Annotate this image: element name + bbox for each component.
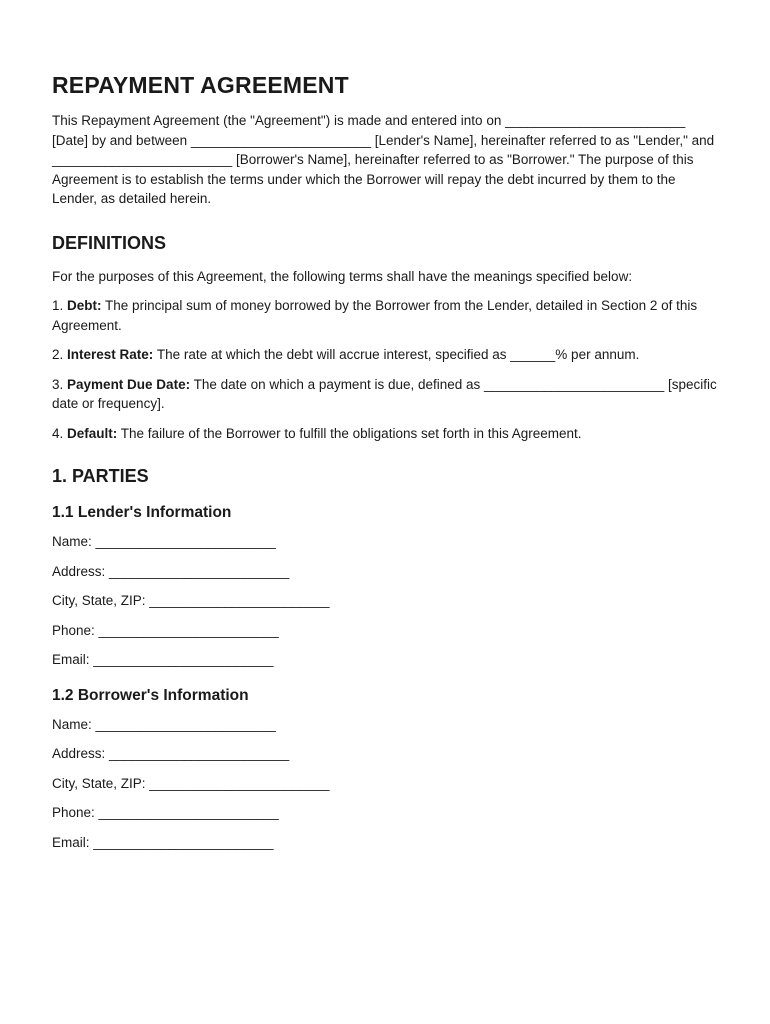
borrower-phone-field: Phone: ________________________ (52, 805, 279, 820)
definition-default (52, 424, 718, 444)
definitions-heading: DEFINITIONS (52, 232, 167, 253)
definition-text: The failure of the Borrower to fulfill the obligations set forth in this Agreement. (120, 425, 582, 441)
definition-term: Payment Due Date: (67, 376, 191, 392)
borrower-city-state-zip-field: City, State, ZIP: ________________________ (52, 775, 330, 791)
definition-text: The rate at which the debt will accrue interest, specified as ______% per annum. (156, 347, 640, 362)
definition-text: The principal sum of money borrowed by the Borrower from the Lender, detailed in Section 2 of this Agreement. (52, 298, 698, 333)
definition-number: 4. (52, 425, 64, 441)
definition-number: 2. (52, 347, 64, 362)
definition-term: Default: (67, 425, 118, 441)
definition-number: 3. (52, 376, 64, 392)
borrower-name-field: Name: ________________________ (52, 716, 276, 732)
document-title: REPAYMENT AGREEMENT (52, 72, 349, 98)
definition-debt (52, 296, 718, 335)
definition-payment-due-date (52, 375, 718, 414)
definitions-lead: For the purposes of this Agreement, the following terms shall have the meanings specified below: (52, 268, 633, 284)
lender-name-field: Name: ________________________ (52, 534, 276, 549)
borrower-info-heading: 1.2 Borrower's Information (52, 686, 249, 704)
definition-term: Interest Rate: (67, 347, 154, 362)
borrower-address-field: Address: ________________________ (52, 746, 290, 761)
definition-number: 1. (52, 298, 64, 313)
definition-term: Debt: (67, 298, 102, 313)
definition-text: The date on which a payment is due, defined as ________________________ [specific date or frequency]. (52, 376, 717, 411)
intro-paragraph: This Repayment Agreement (the "Agreement") is made and entered into on ________________________ [Date] by and between ________________________ [Lender's Name], hereinafter referred to as "Lender," and ________________________ [Borrower's Name], hereinafter referred to as "Borrower." The purpose of this Agreement is to establish the terms under which the Borrower will repay the debt incurred by them to the Lender, as detailed herein. (52, 113, 715, 206)
definition-interest-rate (52, 345, 718, 365)
lender-info-heading: 1.1 Lender's Information (52, 504, 232, 521)
lender-address-field: Address: ________________________ (52, 563, 290, 579)
lender-city-state-zip-field: City, State, ZIP: ________________________ (52, 593, 330, 608)
lender-email-field: Email: ________________________ (52, 652, 274, 667)
lender-phone-field: Phone: ________________________ (52, 622, 279, 638)
parties-heading: 1. PARTIES (52, 466, 149, 486)
borrower-email-field: Email: ________________________ (52, 834, 274, 850)
